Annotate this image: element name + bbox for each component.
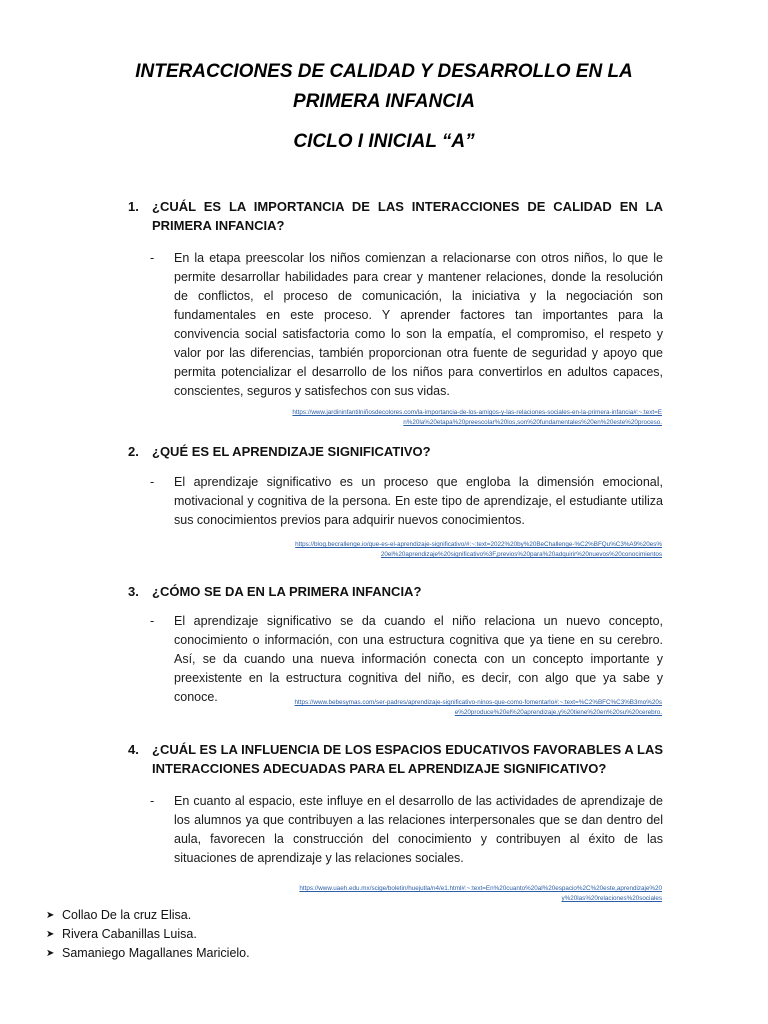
answer-text: En la etapa preescolar los niños comienzan a relacionarse con otros niños, lo que le permite desarrollar habilidades para crear y mantener relaciones, donde la resolución de conflictos, el proceso de comunicación, la iniciativa y la negociación son fundamentales en este proceso. Y aprender factores tan importantes para la convivencia social satisfactoria como lo son la empatía, el compromiso, el respeto y valor por las diferencias, también proporcionan otra fuente de seguridad y apoyo que permita potencializar el desarrollo de los niños para convertirlos en adultos capaces, conscientes, seguros y satisfechos con sus vidas. xyxy=(174,251,663,398)
question-text: ¿CUÁL ES LA IMPORTANCIA DE LAS INTERACCIONES DE CALIDAD EN LA PRIMERA INFANCIA? xyxy=(152,199,663,233)
question-number: 4. xyxy=(128,742,139,757)
source-link-1[interactable]: https://www.jardininfantilniñosdecolores.com/la-importancia-de-los-amigos-y-las-relaciones-sociales-en-la-primera-infancia#:~:text=En%20la%20etapa%20preescolar%20los,son%20fundamentales%20en%20este%20proceso. xyxy=(292,409,662,426)
source-link-2[interactable]: https://blog.becrallenge.io/que-es-el-aprendizaje-significativo/#:~:text=2022%20by%20BeChallenge-%C2%BFQu%C3%A9%20es%20el%20aprendizaje%20significativo%3F,previos%20para%20adquirir%20nuevos%20conocimientos xyxy=(295,541,662,558)
author-item xyxy=(46,906,250,925)
answer-2 xyxy=(150,473,663,530)
document-title-line-2: PRIMERA INFANCIA xyxy=(293,91,475,112)
author-item xyxy=(46,925,250,944)
answer-4 xyxy=(150,792,663,868)
question-number: 3. xyxy=(128,584,139,599)
author-name: Collao De la cruz Elisa. xyxy=(62,908,192,922)
author-name: Samaniego Magallanes Maricielo. xyxy=(62,946,250,960)
document-title-line-1: INTERACCIONES DE CALIDAD Y DESARROLLO EN LA xyxy=(135,61,633,82)
question-2 xyxy=(128,442,663,461)
answer-text: En cuanto al espacio, este influye en el desarrollo de las actividades de aprendizaje de los alumnos ya que contribuyen a las relaciones interpersonales que se dan dentro del aula, favorecen la construcción del conocimiento y contribuyen al éxito de las situaciones de aprendizaje y las relaciones sociales. xyxy=(174,794,663,865)
question-text: ¿CUÁL ES LA INFLUENCIA DE LOS ESPACIOS EDUCATIVOS FAVORABLES A LAS INTERACCIONES ADECUADAS PARA EL APRENDIZAJE SIGNIFICATIVO? xyxy=(152,742,663,776)
dash-bullet: - xyxy=(150,251,155,265)
question-text: ¿CÓMO SE DA EN LA PRIMERA INFANCIA? xyxy=(152,584,422,599)
question-number: 1. xyxy=(128,199,139,214)
dash-bullet: - xyxy=(150,475,155,489)
question-1 xyxy=(128,197,663,235)
author-item xyxy=(46,944,250,963)
arrow-right-icon: ➤ xyxy=(46,948,55,959)
answer-1 xyxy=(150,249,663,401)
answer-text: El aprendizaje significativo se da cuando el niño relaciona un nuevo concepto, conocimiento o información, con una estructura cognitiva que ya tiene en su cerebro. Así, se da cuando una nueva información conecta con un concepto importante y preexistente en la estructura cognitiva del niño, es decir, con algo que ya sabe y conoce. xyxy=(174,614,663,704)
question-3 xyxy=(128,582,663,601)
authors-list xyxy=(46,906,250,963)
arrow-right-icon: ➤ xyxy=(46,910,55,921)
dash-bullet: - xyxy=(150,794,155,808)
source-link-3[interactable]: https://www.bebesymas.com/ser-padres/aprendizaje-significativo-ninos-que-como-fomentarlo#:~:text=%C2%BFC%C3%B3mo%20se%20produce%20el%20aprendizaje,y%20tiene%20en%20su%20cerebro. xyxy=(294,699,662,716)
arrow-right-icon: ➤ xyxy=(46,929,55,940)
question-4 xyxy=(128,740,663,778)
question-text: ¿QUÉ ES EL APRENDIZAJE SIGNIFICATIVO? xyxy=(152,444,431,459)
author-name: Rivera Cabanillas Luisa. xyxy=(62,927,197,941)
dash-bullet: - xyxy=(150,614,155,628)
answer-3 xyxy=(150,612,663,707)
answer-text: El aprendizaje significativo es un proceso que engloba la dimensión emocional, motivacional y cognitiva de la persona. En este tipo de aprendizaje, el estudiante utiliza sus conocimientos previos para adquirir nuevos conocimientos. xyxy=(174,475,663,527)
source-link-4[interactable]: https://www.uaeh.edu.mx/scige/boletin/huejutla/n4/e1.html#:~:text=En%20cuanto%20al%20espacio%2C%20este,aprendizaje%20y%20las%20relaciones%20sociales xyxy=(299,885,662,902)
question-number: 2. xyxy=(128,444,139,459)
document-subtitle: CICLO I INICIAL “A” xyxy=(293,131,475,152)
